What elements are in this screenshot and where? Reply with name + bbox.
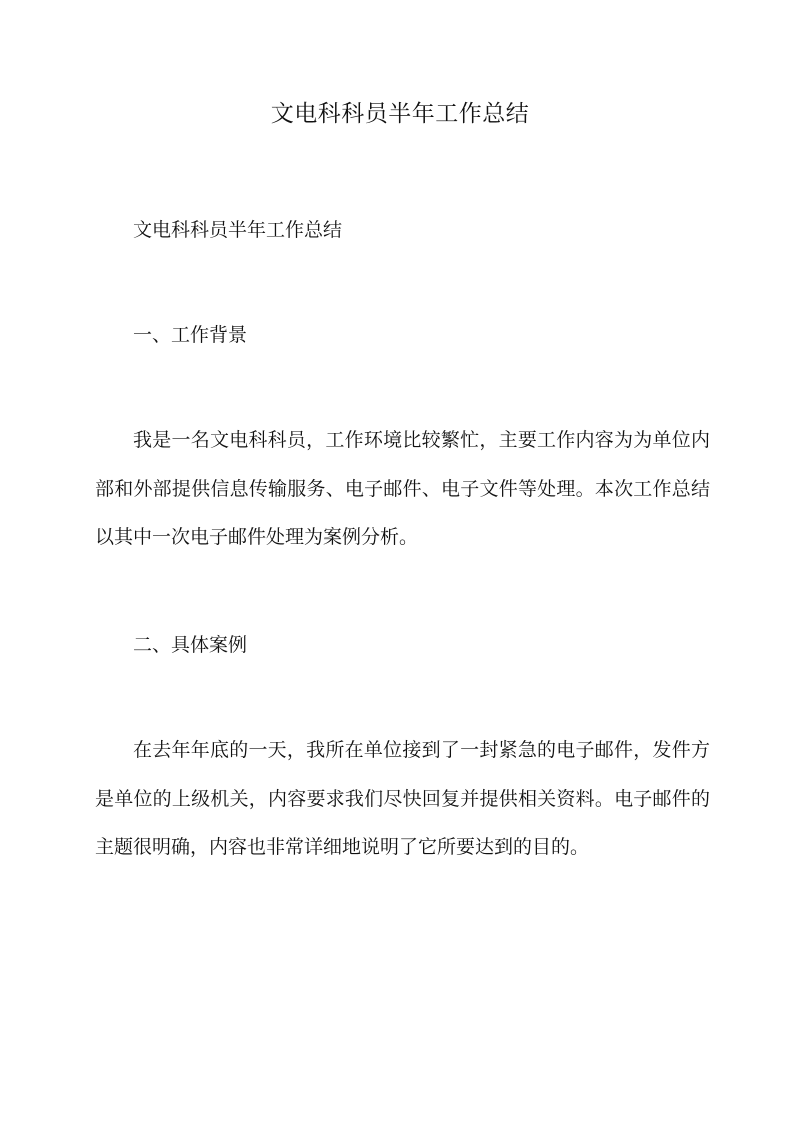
section-heading-background: 一、工作背景 (133, 324, 248, 346)
section-paragraph-case: 在去年年底的一天，我所在单位接到了一封紧急的电子邮件，发件方是单位的上级机关，内容要求我们尽快回复并提供相关资料。电子邮件的主题很明确，内容也非常详细地说明了它所要达到的目的。 (95, 739, 710, 858)
document-subtitle: 文电科科员半年工作总结 (133, 219, 343, 241)
section-paragraph-background: 我是一名文电科科员，工作环境比较繁忙，主要工作内容为为单位内部和外部提供信息传输服务、电子邮件、电子文件等处理。本次工作总结以其中一次电子邮件处理为案例分析。 (95, 429, 710, 548)
section-heading-case: 二、具体案例 (133, 634, 248, 656)
document-title: 文电科科员半年工作总结 (270, 101, 530, 127)
